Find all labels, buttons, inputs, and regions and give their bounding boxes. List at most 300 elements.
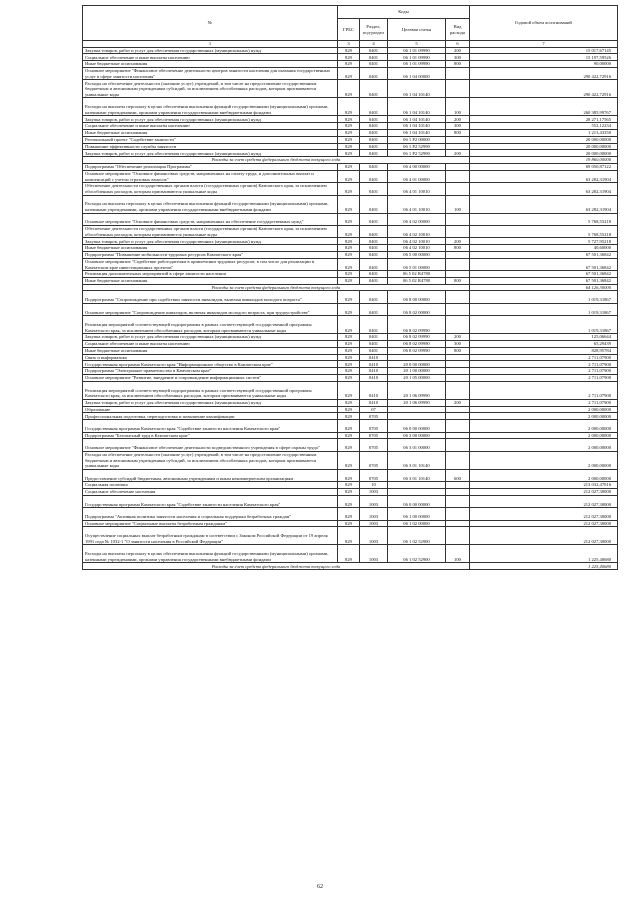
row-target-article: 06 4 02 10010	[388, 225, 446, 237]
row-expense-type	[446, 368, 470, 375]
row-grbs: 829	[338, 439, 360, 451]
table-row	[83, 129, 618, 136]
table-row	[83, 163, 618, 170]
row-amount: 260 385,99767	[470, 98, 618, 116]
row-expense-type	[446, 439, 470, 451]
row-amount: 67 501,36842	[470, 271, 618, 278]
row-grbs: 829	[338, 136, 360, 143]
row-name: Основное мероприятие "Финансовое обеспечение деятельности подведомственного учреждения в сфере охраны труда"	[83, 439, 338, 451]
row-expense-type	[446, 225, 470, 237]
total-row	[83, 284, 618, 291]
table-row	[83, 195, 618, 213]
row-name: Связь и информатика	[83, 354, 338, 361]
row-target-article: 06 1 01 09990	[388, 61, 446, 68]
row-name: Подпрограмма "Повышение мобильности трудовых ресурсов Камчатского края"	[83, 251, 338, 258]
table-row	[83, 277, 618, 284]
row-target-article: 06 4 02 10010	[388, 245, 446, 252]
row-grbs: 829	[338, 399, 360, 406]
row-grbs: 829	[338, 347, 360, 354]
row-razdel: 0401	[360, 334, 388, 341]
row-grbs: 829	[338, 245, 360, 252]
row-grbs: 829	[338, 482, 360, 489]
row-grbs: 829	[338, 368, 360, 375]
row-grbs: 829	[338, 238, 360, 245]
row-expense-type: 300	[446, 341, 470, 348]
row-expense-type	[446, 413, 470, 420]
row-expense-type	[446, 271, 470, 278]
row-target-article: 06 4 02 00000	[388, 213, 446, 225]
row-grbs: 829	[338, 80, 360, 98]
row-razdel: 0410	[360, 354, 388, 361]
table-row	[83, 399, 618, 406]
row-amount: 40,60000	[470, 245, 618, 252]
row-razdel: 0410	[360, 381, 388, 399]
row-razdel: 0410	[360, 375, 388, 382]
row-expense-type: 300	[446, 123, 470, 130]
row-name: Расходы на выплаты персоналу в целях обеспечения выполнения функций государственными (муниципальными) органами, казенными учреждениями, органами управления государственными внебюджетными фондами	[83, 98, 338, 116]
row-expense-type	[446, 213, 470, 225]
row-name: Закупка товаров, работ и услуг для обеспечения государственных (муниципальных) нужд	[83, 116, 338, 123]
index-cell: 4	[360, 41, 388, 48]
row-grbs: 829	[338, 406, 360, 413]
row-expense-type	[446, 508, 470, 520]
row-expense-type	[446, 163, 470, 170]
row-amount: 63 282,31904	[470, 183, 618, 195]
row-razdel: 1003	[360, 520, 388, 527]
row-razdel: 0401	[360, 116, 388, 123]
row-expense-type: 800	[446, 277, 470, 284]
row-expense-type	[446, 354, 470, 361]
row-amount: 2 711,07900	[470, 368, 618, 375]
row-razdel: 0401	[360, 238, 388, 245]
table-row	[83, 54, 618, 61]
row-expense-type	[446, 80, 470, 98]
row-name: Государственная программа Камчатского края "Содействие занятости населения Камчатского края"	[83, 495, 338, 507]
row-name: Расходы на выплаты персоналу в целях обеспечения выполнения функций государственными (муниципальными) органами, казенными учреждениями, органами управления государственными внебюджетными фондами	[83, 195, 338, 213]
row-grbs: 829	[338, 143, 360, 150]
row-amount: 212 027,30000	[470, 520, 618, 527]
row-amount: 1 019,31867	[470, 291, 618, 303]
index-cell: 3	[338, 41, 360, 48]
row-grbs: 829	[338, 183, 360, 195]
row-expense-type: 800	[446, 61, 470, 68]
row-razdel: 1003	[360, 545, 388, 563]
row-target-article: 06 0 00 00000	[388, 495, 446, 507]
total-amount: 1 225,40680	[470, 563, 618, 570]
total-amount: 64 126,30000	[470, 284, 618, 291]
row-name: Иные бюджетные ассигнования	[83, 61, 338, 68]
row-grbs: 829	[338, 354, 360, 361]
row-expense-type	[446, 291, 470, 303]
header-target-article: Целевая статья	[388, 19, 446, 41]
table-row	[83, 361, 618, 368]
row-expense-type: 200	[446, 150, 470, 157]
row-target-article: 06 1 02 00000	[388, 520, 446, 527]
row-name: Расходы на выплаты персоналу в целях обеспечения выполнения функций государственными (муниципальными) органами, казенными учреждениями, органами управления государственными внебюджетными фондами	[83, 545, 338, 563]
row-razdel: 0401	[360, 183, 388, 195]
row-target-article: 06 8 02 09990	[388, 347, 446, 354]
row-target-article: 06 1 01 09990	[388, 47, 446, 54]
row-name: Закупка товаров, работ и услуг для обеспечения государственных (муниципальных) нужд	[83, 238, 338, 245]
table-row	[83, 469, 618, 481]
table-row	[83, 545, 618, 563]
row-amount: 5 768,55218	[470, 225, 618, 237]
row-expense-type	[446, 67, 470, 79]
row-target-article: 06 1 P2 00000	[388, 136, 446, 143]
table-row	[83, 271, 618, 278]
row-amount: 828,95784	[470, 347, 618, 354]
row-name: Профессиональная подготовка, переподготовка и повышение квалификации	[83, 413, 338, 420]
row-expense-type: 800	[446, 129, 470, 136]
table-body	[83, 47, 618, 570]
row-razdel: 0401	[360, 277, 388, 284]
row-name: Иные бюджетные ассигнования	[83, 245, 338, 252]
row-grbs: 829	[338, 361, 360, 368]
row-expense-type	[446, 375, 470, 382]
header-grbs: ГРБС	[338, 19, 360, 41]
row-expense-type: 200	[446, 334, 470, 341]
row-name: Основное мероприятие "Развитие, внедрение и сопровождение информационных систем"	[83, 375, 338, 382]
row-razdel: 0401	[360, 98, 388, 116]
row-razdel: 0401	[360, 170, 388, 182]
table-row	[83, 251, 618, 258]
index-cell: 6	[446, 41, 470, 48]
row-target-article: 06 8 02 00000	[388, 303, 446, 315]
table-row	[83, 136, 618, 143]
row-grbs: 829	[338, 170, 360, 182]
row-name: Основное мероприятие "Содействие работодателям в привлечении трудовых ресурсов, в том числе для реализации в Камчатском крае инвестиционных проектов"	[83, 258, 338, 270]
row-expense-type	[446, 406, 470, 413]
row-target-article: 06 3 00 00000	[388, 432, 446, 439]
row-name: Закупка товаров, работ и услуг для обеспечения государственных (муниципальных) нужд	[83, 150, 338, 157]
page-number: 62	[317, 884, 323, 890]
row-target-article: 20 1 06 09990	[388, 399, 446, 406]
row-amount: 213 032,47016	[470, 482, 618, 489]
row-name: Реализация дополнительных мероприятий в сфере занятости населения	[83, 271, 338, 278]
row-grbs: 829	[338, 413, 360, 420]
row-expense-type: 800	[446, 347, 470, 354]
row-razdel: 0401	[360, 150, 388, 157]
row-grbs: 829	[338, 451, 360, 469]
row-razdel: 0401	[360, 123, 388, 130]
row-target-article: 06 5 02 R4780	[388, 277, 446, 284]
row-expense-type	[446, 143, 470, 150]
table-row	[83, 406, 618, 413]
row-target-article: 06 4 01 10010	[388, 183, 446, 195]
total-label: Расходы за счет средств федерального бюджета текущего года	[83, 563, 470, 570]
row-razdel: 0401	[360, 129, 388, 136]
row-grbs: 829	[338, 47, 360, 54]
table-row	[83, 381, 618, 399]
row-razdel: 0401	[360, 47, 388, 54]
total-row	[83, 157, 618, 164]
row-grbs: 829	[338, 251, 360, 258]
row-name: Социальное обеспечение и иные выплаты населению	[83, 54, 338, 61]
row-razdel: 0705	[360, 420, 388, 432]
row-razdel: 0401	[360, 67, 388, 79]
row-expense-type	[446, 489, 470, 496]
table-row	[83, 354, 618, 361]
row-name: Иные бюджетные ассигнования	[83, 277, 338, 284]
row-target-article: 06 4 01 00000	[388, 170, 446, 182]
row-razdel: 0401	[360, 347, 388, 354]
table-row	[83, 116, 618, 123]
row-grbs: 829	[338, 489, 360, 496]
row-target-article: 06 4 01 10010	[388, 195, 446, 213]
row-target-article: 06 1 04 10140	[388, 80, 446, 98]
row-razdel: 0410	[360, 368, 388, 375]
row-grbs: 829	[338, 123, 360, 130]
row-name: Основное мероприятие "Основное финансовых средств, направленных на оплату труда, и дополнительных выплат и компенсаций с учетом страховых взносов"	[83, 170, 338, 182]
row-target-article: 20 1 06 09990	[388, 381, 446, 399]
row-amount: 1 019,31867	[470, 316, 618, 334]
row-razdel: 0401	[360, 80, 388, 98]
total-amount: 19 860,00000	[470, 157, 618, 164]
table-row	[83, 67, 618, 79]
row-name: Основное мероприятие "Основное финансовых средств, направленных на обеспечение государственных нужд"	[83, 213, 338, 225]
row-amount: 2 000,00000	[470, 439, 618, 451]
row-grbs: 829	[338, 520, 360, 527]
row-grbs: 829	[338, 98, 360, 116]
row-razdel: 0705	[360, 439, 388, 451]
table-row	[83, 508, 618, 520]
row-razdel: 0401	[360, 291, 388, 303]
table-row	[83, 375, 618, 382]
row-grbs: 829	[338, 545, 360, 563]
row-target-article: 06 1 04 10140	[388, 116, 446, 123]
table-row	[83, 183, 618, 195]
row-grbs: 829	[338, 316, 360, 334]
table-row	[83, 150, 618, 157]
row-name: Государственная программа Камчатского края "Информационное общество в Камчатском крае"	[83, 361, 338, 368]
row-grbs: 829	[338, 67, 360, 79]
row-expense-type: 200	[446, 399, 470, 406]
row-amount: 212 027,30000	[470, 508, 618, 520]
row-target-article: 06 8 02 09990	[388, 334, 446, 341]
row-amount: 2 711,07900	[470, 375, 618, 382]
row-amount: 1 019,31867	[470, 303, 618, 315]
table-row	[83, 47, 618, 54]
row-target-article	[388, 489, 446, 496]
row-razdel: 0410	[360, 361, 388, 368]
row-target-article: 06 1 01 09990	[388, 54, 446, 61]
row-target-article	[388, 354, 446, 361]
row-name: Обеспечение деятельности государственных органов власти (государственных органов) Камчатского края, за исключением обособленных расходов, которым присваиваются уникальные коды	[83, 225, 338, 237]
row-razdel: 0401	[360, 213, 388, 225]
row-target-article: 06 4 00 00000	[388, 163, 446, 170]
row-amount: 15 197,59526	[470, 54, 618, 61]
row-grbs: 829	[338, 213, 360, 225]
row-expense-type	[446, 451, 470, 469]
row-name: Социальная политика	[83, 482, 338, 489]
row-grbs: 829	[338, 61, 360, 68]
row-name: Повышение эффективности службы занятости	[83, 143, 338, 150]
row-amount: 290 422,72916	[470, 67, 618, 79]
row-target-article: 06 8 02 09990	[388, 316, 446, 334]
row-grbs: 829	[338, 54, 360, 61]
table-row	[83, 527, 618, 545]
row-target-article: 06 3 01 10140	[388, 469, 446, 481]
row-name: Социальное обеспечение и иные выплаты населению	[83, 123, 338, 130]
row-amount: 28 271,17565	[470, 116, 618, 123]
row-expense-type: 600	[446, 469, 470, 481]
row-grbs: 829	[338, 420, 360, 432]
table-row	[83, 482, 618, 489]
row-amount: 290 422,72916	[470, 80, 618, 98]
header-codes: Коды	[338, 6, 470, 19]
table-row	[83, 316, 618, 334]
row-target-article: 06 4 02 10010	[388, 238, 446, 245]
row-name: Подпрограмма "Сопровождение при содействии занятости инвалидов, включая инвалидов молодого возраста"	[83, 291, 338, 303]
row-amount: 212 027,30000	[470, 527, 618, 545]
row-amount: 63 282,31904	[470, 195, 618, 213]
row-amount: 1 225,40680	[470, 545, 618, 563]
row-expense-type	[446, 520, 470, 527]
row-razdel: 1003	[360, 489, 388, 496]
row-name: Предоставление субсидий бюджетным, автономным учреждениям и иным некоммерческим организациям	[83, 469, 338, 481]
row-grbs: 829	[338, 334, 360, 341]
table-row	[83, 98, 618, 116]
row-grbs: 829	[338, 375, 360, 382]
row-grbs: 829	[338, 195, 360, 213]
row-amount: 212 027,30000	[470, 495, 618, 507]
row-name: Основное мероприятие "Социальные выплаты безработным гражданам"	[83, 520, 338, 527]
row-razdel: 0401	[360, 136, 388, 143]
table-row	[83, 341, 618, 348]
row-expense-type	[446, 170, 470, 182]
table-row	[83, 520, 618, 527]
row-target-article: 06 5 01 00000	[388, 258, 446, 270]
table-row	[83, 303, 618, 315]
table-row	[83, 451, 618, 469]
row-grbs: 829	[338, 508, 360, 520]
row-target-article	[388, 413, 446, 420]
row-target-article: 06 3 01 10140	[388, 451, 446, 469]
row-grbs: 829	[338, 271, 360, 278]
row-target-article	[388, 482, 446, 489]
row-expense-type: 200	[446, 47, 470, 54]
table-row	[83, 432, 618, 439]
row-grbs: 829	[338, 527, 360, 545]
row-amount: 20 000,00000	[470, 136, 618, 143]
row-name: Обеспечение деятельности государственных органов власти (государственных органов) Камчатского края, за исключением обособленных расходов, которым присваиваются уникальные коды	[83, 183, 338, 195]
row-expense-type: 100	[446, 195, 470, 213]
row-target-article: 06 5 02 R4780	[388, 271, 446, 278]
row-amount: 2 000,00000	[470, 413, 618, 420]
row-amount: 90,00000	[470, 61, 618, 68]
table-row	[83, 420, 618, 432]
row-expense-type	[446, 361, 470, 368]
row-razdel: 0705	[360, 469, 388, 481]
row-razdel: 0401	[360, 54, 388, 61]
row-razdel: 0401	[360, 163, 388, 170]
row-razdel: 0401	[360, 195, 388, 213]
row-expense-type: 100	[446, 545, 470, 563]
header-expense-type: Вид расхода	[446, 19, 470, 41]
row-expense-type	[446, 183, 470, 195]
row-razdel: 07	[360, 406, 388, 413]
row-name: Подпрограмма "Активная политика занятости населения и социальная поддержка безработных граждан"	[83, 508, 338, 520]
table-row	[83, 238, 618, 245]
row-name: Осуществление социальных выплат безработным гражданам в соответствии с Законом Российской Федерации от 19 апреля 1991 года № 1032-1 "О занятости населения в Российской Федерации"	[83, 527, 338, 545]
row-amount: 67 501,36842	[470, 251, 618, 258]
row-grbs: 829	[338, 258, 360, 270]
index-cell: 5	[388, 41, 446, 48]
budget-table	[82, 5, 618, 570]
table-row	[83, 80, 618, 98]
row-amount: 552,12234	[470, 123, 618, 130]
row-amount: 15 017,67145	[470, 47, 618, 54]
row-razdel: 0410	[360, 399, 388, 406]
row-grbs: 829	[338, 116, 360, 123]
row-target-article: 06 1 04 00000	[388, 67, 446, 79]
table-row	[83, 368, 618, 375]
row-razdel: 0401	[360, 303, 388, 315]
index-cell: 1	[83, 41, 338, 48]
row-expense-type: 800	[446, 245, 470, 252]
row-amount: 2 000,00000	[470, 420, 618, 432]
row-razdel: 0705	[360, 451, 388, 469]
table-row	[83, 225, 618, 237]
row-expense-type	[446, 303, 470, 315]
row-name: Социальное обеспечение населения	[83, 489, 338, 496]
row-amount: 212 027,30000	[470, 489, 618, 496]
row-amount: 5 768,55218	[470, 213, 618, 225]
row-expense-type	[446, 258, 470, 270]
row-expense-type	[446, 316, 470, 334]
header-razdel: Раздел, под-раздел	[360, 19, 388, 41]
table-row	[83, 245, 618, 252]
table-row	[83, 213, 618, 225]
row-razdel: 0705	[360, 413, 388, 420]
row-name: Образование	[83, 406, 338, 413]
table-row	[83, 143, 618, 150]
row-name: Реализация мероприятий соответствующей подпрограммы в рамках соответствующей государственной программы Камчатского края, за исключением обособленных расходов, которым присваиваются уникальные коды	[83, 316, 338, 334]
row-razdel: 0401	[360, 251, 388, 258]
row-target-article: 20 1 00 00000	[388, 368, 446, 375]
row-grbs: 829	[338, 495, 360, 507]
row-target-article: 06 8 00 00000	[388, 291, 446, 303]
row-amount: 2 000,00000	[470, 406, 618, 413]
row-name: Расходы на обеспечение деятельности (оказание услуг) учреждений, в том числе на предоставление государственным бюджетным и автономным учреждениям субсидий, за исключением обособленных расходов, которым присваиваются уникальные коды	[83, 80, 338, 98]
row-name: Закупка товаров, работ и услуг для обеспечения государственных (муниципальных) нужд	[83, 47, 338, 54]
total-row	[83, 563, 618, 570]
row-target-article: 06 1 00 00000	[388, 508, 446, 520]
row-amount: 1 213,43350	[470, 129, 618, 136]
row-target-article: 06 1 P2 52990	[388, 143, 446, 150]
row-razdel: 0401	[360, 225, 388, 237]
row-target-article: 06 1 04 10140	[388, 123, 446, 130]
row-target-article: 20 1 05 00000	[388, 375, 446, 382]
row-target-article: 06 8 02 09990	[388, 341, 446, 348]
row-expense-type	[446, 420, 470, 432]
row-expense-type	[446, 527, 470, 545]
row-grbs: 829	[338, 432, 360, 439]
row-grbs: 829	[338, 381, 360, 399]
row-grbs: 829	[338, 129, 360, 136]
row-grbs: 829	[338, 163, 360, 170]
row-expense-type: 200	[446, 238, 470, 245]
row-name: Подпрограмма "Безопасный труд в Камчатском крае"	[83, 432, 338, 439]
header-annual-volume: Годовой объем ассигнований	[470, 6, 618, 41]
row-amount: 2 711,07900	[470, 381, 618, 399]
table-row	[83, 170, 618, 182]
row-target-article: 06 1 04 10140	[388, 98, 446, 116]
row-amount: 69 050,87122	[470, 163, 618, 170]
row-name: Основное мероприятие "Сопровождение инвалидов, включая инвалидов молодого возраста, при трудоустройстве"	[83, 303, 338, 315]
row-grbs: 829	[338, 303, 360, 315]
row-expense-type	[446, 251, 470, 258]
